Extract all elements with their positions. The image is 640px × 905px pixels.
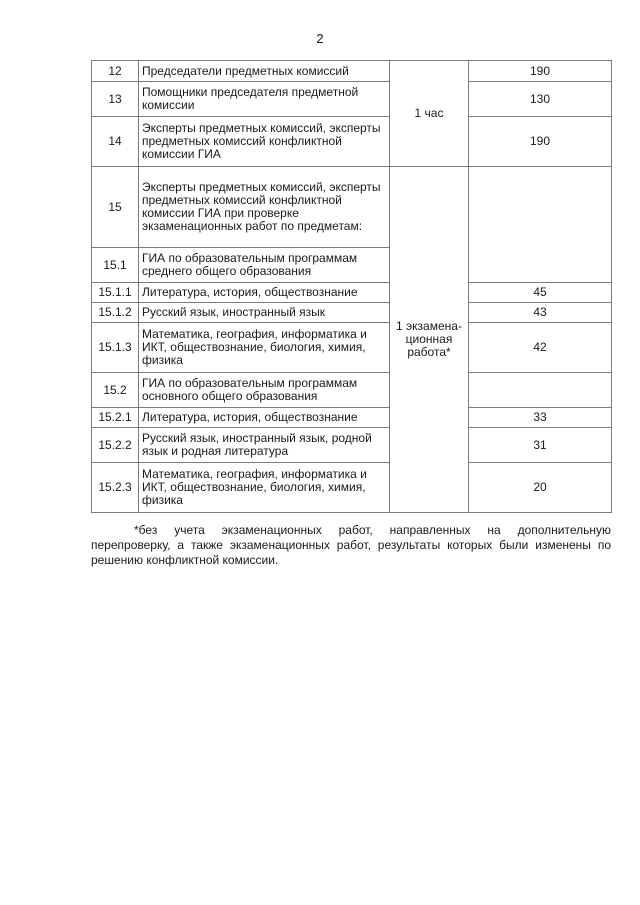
table-row <box>92 61 612 82</box>
row-value <box>469 248 612 283</box>
row-number: 15.1.2 <box>92 303 139 323</box>
row-value: 31 <box>469 428 612 463</box>
row-name: Русский язык, иностранный язык <box>139 303 390 323</box>
table-row <box>92 428 612 463</box>
row-name: Литература, история, обществознание <box>139 283 390 303</box>
row-name: Помощники председателя предметной комиссии <box>139 82 390 117</box>
row-value: 45 <box>469 283 612 303</box>
row-number: 13 <box>92 82 139 117</box>
row-number: 14 <box>92 117 139 167</box>
row-number: 15.1 <box>92 248 139 283</box>
unit-cell-exam: 1 экзамена-ционная работа* <box>390 167 469 513</box>
row-value: 20 <box>469 463 612 513</box>
table-row <box>92 82 612 117</box>
row-name: Математика, география, информатика и ИКТ, обществознание, биология, химия, физика <box>139 323 390 373</box>
table-row <box>92 323 612 373</box>
row-value: 190 <box>469 117 612 167</box>
row-name: Эксперты предметных комиссий, эксперты предметных комиссий конфликтной комиссии ГИА <box>139 117 390 167</box>
row-name: Математика, география, информатика и ИКТ, обществознание, биология, химия, физика <box>139 463 390 513</box>
row-number: 15.2.2 <box>92 428 139 463</box>
table-row <box>92 373 612 408</box>
table-row <box>92 248 612 283</box>
table-row <box>92 408 612 428</box>
row-name: Литература, история, обществознание <box>139 408 390 428</box>
table-row <box>92 283 612 303</box>
page-number: 2 <box>316 31 324 46</box>
row-name: ГИА по образовательным программам среднего общего образования <box>139 248 390 283</box>
row-value: 42 <box>469 323 612 373</box>
row-number: 15.2.1 <box>92 408 139 428</box>
row-number: 15 <box>92 167 139 248</box>
table-row <box>92 167 612 248</box>
table-row <box>92 117 612 167</box>
row-number: 15.1.3 <box>92 323 139 373</box>
row-value: 43 <box>469 303 612 323</box>
row-number: 12 <box>92 61 139 82</box>
row-value: 190 <box>469 61 612 82</box>
row-name: ГИА по образовательным программам основного общего образования <box>139 373 390 408</box>
row-name: Русский язык, иностранный язык, родной язык и родная литература <box>139 428 390 463</box>
row-number: 15.2 <box>92 373 139 408</box>
table-row <box>92 463 612 513</box>
row-value: 130 <box>469 82 612 117</box>
footnote: *без учета экзаменационных работ, направленных на дополнительную перепроверку, а также экзаменационных работ, результаты которых были изменены по решению конфликтной комиссии. <box>91 523 611 567</box>
row-value: 33 <box>469 408 612 428</box>
row-name: Председатели предметных комиссий <box>139 61 390 82</box>
payment-rates-table <box>91 60 612 513</box>
row-value <box>469 373 612 408</box>
row-number: 15.1.1 <box>92 283 139 303</box>
row-number: 15.2.3 <box>92 463 139 513</box>
unit-cell-hour: 1 час <box>390 61 469 167</box>
table-row <box>92 303 612 323</box>
row-value <box>469 167 612 248</box>
row-name: Эксперты предметных комиссий, эксперты предметных комиссий конфликтной комиссии ГИА при проверке экзаменационных работ по предметам: <box>139 167 390 248</box>
